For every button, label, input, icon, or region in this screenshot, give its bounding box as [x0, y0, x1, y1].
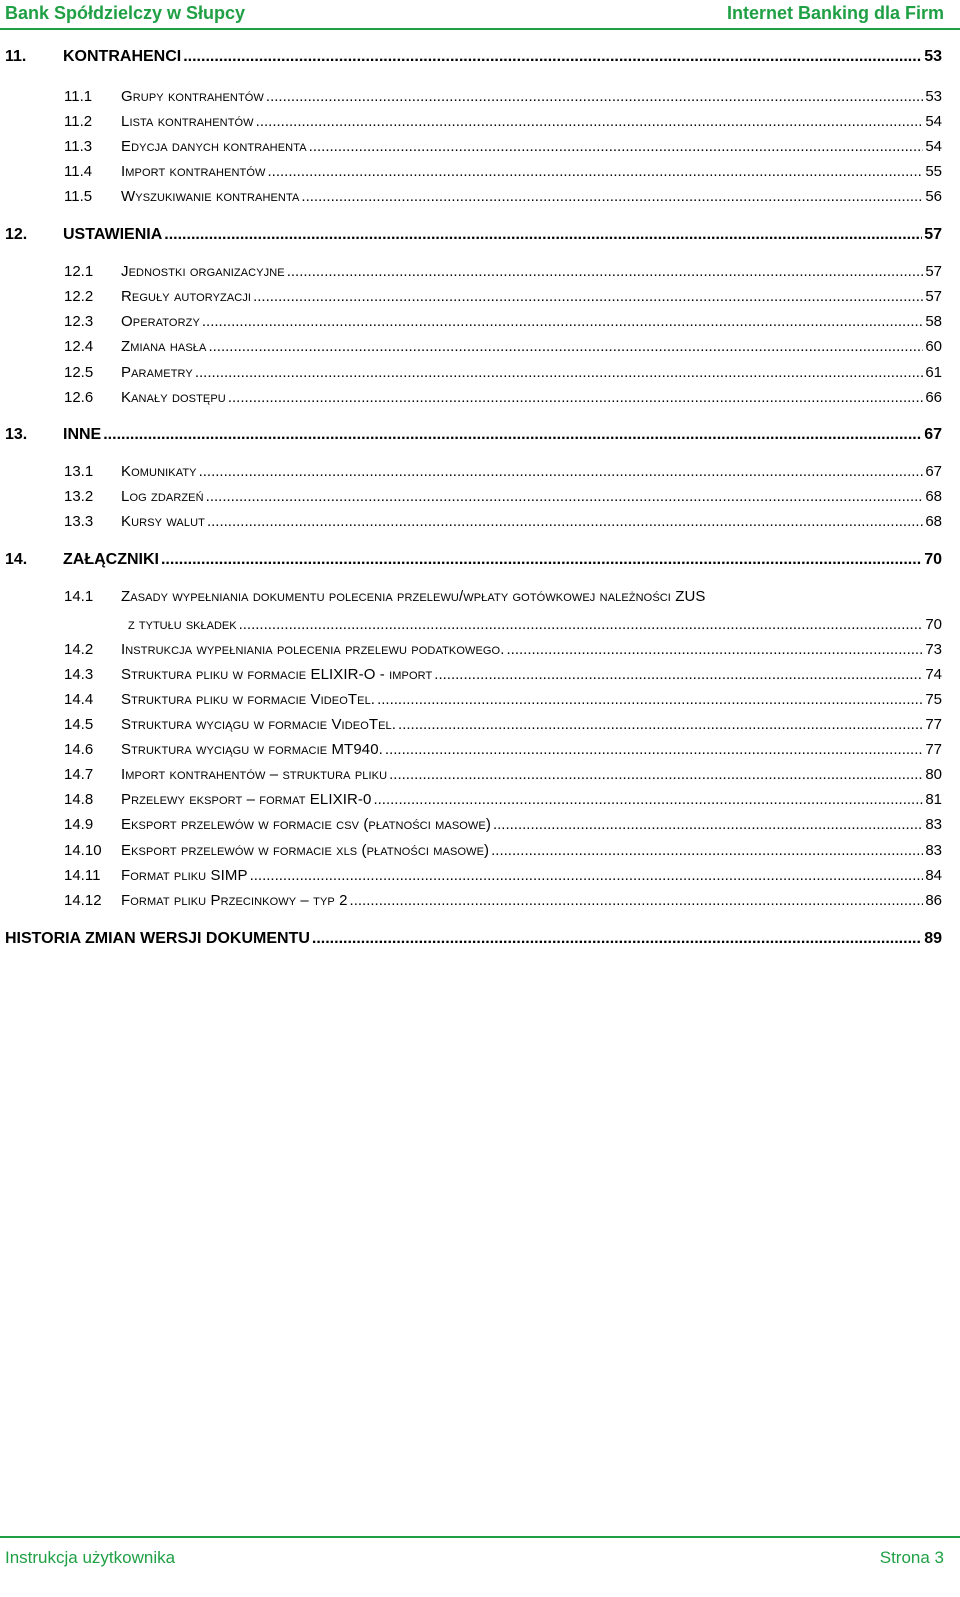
toc-leader-dots	[506, 641, 923, 658]
toc-leader-dots	[228, 389, 923, 406]
toc-entry-page: 75	[925, 691, 942, 708]
toc-entry-number: 12.4	[64, 338, 94, 355]
toc-entry-title: Jednostki organizacyjne	[121, 263, 285, 280]
toc-leader-dots	[373, 791, 923, 808]
toc-entry-page: 60	[925, 338, 942, 355]
toc-leader-dots	[309, 138, 924, 155]
toc-entry[interactable]	[64, 288, 942, 305]
toc-entry-title: Format pliku Przecinkowy – typ 2	[121, 892, 348, 909]
toc-entry[interactable]	[64, 867, 942, 884]
toc-entry-page: 77	[925, 741, 942, 758]
toc-leader-dots	[250, 867, 924, 884]
toc-entry[interactable]	[5, 551, 942, 569]
toc-entry-number: 11.	[5, 48, 27, 65]
toc-entry-title: Parametry	[121, 364, 193, 381]
toc-leader-dots	[164, 226, 922, 244]
toc-entry-page: 73	[925, 641, 942, 658]
toc-entry-page: 54	[925, 138, 942, 155]
toc-entry-page: 54	[925, 113, 942, 130]
toc-entry-title: KONTRAHENCI	[63, 48, 182, 65]
toc-leader-dots	[202, 313, 923, 330]
toc-entry-title: Instrukcja wypełniania polecenia przelewu podatkowego.	[121, 641, 505, 658]
toc-entry-number: 14.9	[64, 816, 94, 833]
toc-entry-page: 53	[924, 48, 942, 65]
toc-entry-number: 12.6	[64, 389, 94, 406]
toc-leader-dots	[103, 426, 922, 444]
toc-entry-title: Struktura pliku w formacie VideoTel.	[121, 691, 376, 708]
toc-entry-title: Kursy walut	[121, 513, 205, 530]
toc-entry-title: HISTORIA ZMIAN WERSJI DOKUMENTU	[5, 930, 310, 947]
toc-entry-title: Struktura wyciągu w formacie VideoTel.	[121, 716, 397, 733]
toc-entry[interactable]	[64, 588, 706, 605]
toc-entry-number: 11.1	[64, 88, 93, 105]
toc-entry-number: 13.2	[64, 488, 94, 505]
toc-entry-title: Import kontrahentów – struktura pliku	[121, 766, 388, 783]
toc-entry-title: Import kontrahentów	[121, 163, 266, 180]
toc-entry-title: INNE	[63, 426, 102, 443]
toc-leader-dots	[195, 364, 923, 381]
header-divider	[0, 28, 960, 30]
toc-entry-title: Przelewy eksport – format ELIXIR-0	[121, 791, 372, 808]
toc-leader-dots	[253, 288, 923, 305]
toc-leader-dots	[256, 113, 924, 130]
toc-leader-dots	[389, 766, 923, 783]
toc-leader-dots	[301, 188, 923, 205]
toc-leader-dots	[434, 666, 923, 683]
toc-entry-page: 55	[925, 163, 942, 180]
toc-entry[interactable]	[5, 930, 942, 948]
toc-entry-page: 68	[925, 488, 942, 505]
toc-entry[interactable]	[64, 691, 942, 708]
toc-entry-number: 14.8	[64, 791, 94, 808]
toc-entry[interactable]	[64, 816, 942, 833]
toc-entry[interactable]	[64, 338, 942, 355]
toc-leader-dots	[398, 716, 923, 733]
toc-entry[interactable]	[64, 666, 942, 683]
toc-entry[interactable]	[64, 766, 942, 783]
toc-entry-number: 14.12	[64, 892, 102, 909]
toc-entry-number: 11.5	[64, 188, 93, 205]
toc-entry-page: 57	[925, 263, 942, 280]
toc-entry[interactable]	[5, 48, 942, 66]
toc-leader-dots	[206, 488, 924, 505]
toc-entry-number: 12.3	[64, 313, 94, 330]
toc-entry-page: 81	[925, 791, 942, 808]
toc-leader-dots	[199, 463, 924, 480]
toc-entry-number: 12.2	[64, 288, 94, 305]
toc-entry-title: Eksport przelewów w formacie csv (płatności masowe)	[121, 816, 491, 833]
footer-page-number: Strona 3	[879, 1548, 944, 1567]
toc-entry-number: 14.2	[64, 641, 94, 658]
toc-entry-number: 14.4	[64, 691, 94, 708]
toc-entry[interactable]	[64, 88, 942, 105]
toc-entry-title: ZAŁĄCZNIKI	[63, 551, 159, 568]
toc-entry-page: 67	[925, 463, 942, 480]
toc-entry[interactable]	[64, 138, 942, 155]
toc-entry-page: 70	[925, 616, 942, 633]
toc-leader-dots	[350, 892, 924, 909]
page-header	[0, 0, 960, 28]
header-product-name: Internet Banking dla Firm	[726, 3, 944, 23]
toc-entry-page: 80	[925, 766, 942, 783]
toc-entry[interactable]	[64, 188, 942, 205]
toc-entry-title: Zasady wypełniania dokumentu polecenia przelewu/wpłaty gotówkowej należności ZUS	[121, 588, 706, 605]
page-footer	[0, 1536, 960, 1566]
toc-entry-title: Format pliku SIMP	[121, 867, 248, 884]
toc-leader-dots	[312, 930, 922, 948]
toc-entry-number: 14.10	[64, 842, 102, 859]
toc-entry-page: 70	[924, 551, 942, 568]
toc-entry-page: 58	[925, 313, 942, 330]
toc-entry-title: Grupy kontrahentów	[121, 88, 264, 105]
toc-entry-number: 12.1	[64, 263, 94, 280]
toc-leader-dots	[491, 842, 923, 859]
toc-entry-page: 61	[925, 364, 942, 381]
toc-entry[interactable]	[5, 226, 942, 244]
toc-entry-page: 57	[925, 288, 942, 305]
toc-entry[interactable]	[64, 113, 942, 130]
toc-entry-number: 11.2	[64, 113, 93, 130]
toc-entry[interactable]	[64, 716, 942, 733]
toc-leader-dots	[183, 48, 922, 66]
toc-entry-page: 68	[925, 513, 942, 530]
toc-entry-number: 12.	[5, 226, 28, 243]
toc-entry-page: 86	[925, 892, 942, 909]
toc-leader-dots	[377, 691, 923, 708]
toc-entry-page: 83	[925, 842, 942, 859]
toc-entry-page: 56	[925, 188, 942, 205]
toc-entry-title: Log zdarzeń	[121, 488, 204, 505]
header-bank-name: Bank Spółdzielczy w Słupcy	[5, 3, 246, 23]
toc-entry-number: 14.1	[64, 588, 94, 605]
toc-entry-page: 66	[925, 389, 942, 406]
toc-entry-number: 14.6	[64, 741, 94, 758]
toc-entry-number: 14.5	[64, 716, 94, 733]
toc-entry-number: 12.5	[64, 364, 94, 381]
toc-entry-title: Operatorzy	[121, 313, 200, 330]
toc-entry-title: Eksport przelewów w formacie xls (płatności masowe)	[121, 842, 490, 859]
toc-entry-number: 11.4	[64, 163, 93, 180]
toc-entry[interactable]	[64, 641, 942, 658]
toc-entry[interactable]	[64, 364, 942, 381]
toc-entry-title: Lista kontrahentów	[121, 113, 254, 130]
toc-entry[interactable]	[64, 741, 942, 758]
toc-entry-page: 83	[925, 816, 942, 833]
toc-leader-dots	[385, 741, 923, 758]
toc-leader-dots	[208, 338, 923, 355]
toc-entry-title: Kanały dostępu	[121, 389, 226, 406]
toc-entry-number: 14.7	[64, 766, 94, 783]
toc-entry-page: 84	[925, 867, 942, 884]
toc-entry[interactable]	[64, 842, 942, 859]
toc-entry-continuation[interactable]	[128, 616, 942, 633]
toc-entry-page: 67	[924, 426, 942, 443]
toc-entry[interactable]	[64, 892, 942, 909]
toc-leader-dots	[239, 616, 924, 633]
toc-entry-title: Zmiana hasła	[121, 338, 207, 355]
toc-entry[interactable]	[5, 426, 942, 444]
toc-leader-dots	[266, 88, 923, 105]
toc-entry-page: 77	[925, 716, 942, 733]
toc-entry-number: 13.3	[64, 513, 94, 530]
toc-entry-page: 74	[925, 666, 942, 683]
toc-entry-title: USTAWIENIA	[63, 226, 163, 243]
toc-entry-number: 14.	[5, 551, 28, 568]
toc-entry-number: 13.1	[64, 463, 94, 480]
toc-leader-dots	[267, 163, 923, 180]
toc-entry-title-continuation: z tytułu składek	[128, 616, 237, 633]
toc-entry-title: Reguły autoryzacji	[121, 288, 252, 305]
toc-entry-title: Edycja danych kontrahenta	[121, 138, 307, 155]
toc-entry-title: Wyszukiwanie kontrahenta	[121, 188, 300, 205]
footer-doc-name: Instrukcja użytkownika	[5, 1548, 176, 1567]
toc-entry-number: 11.3	[64, 138, 93, 155]
toc-leader-dots	[493, 816, 923, 833]
toc-entry-page: 57	[924, 226, 942, 243]
toc-entry-title: Struktura wyciągu w formacie MT940.	[121, 741, 383, 758]
toc-leader-dots	[287, 263, 924, 280]
toc-leader-dots	[207, 513, 923, 530]
toc-entry[interactable]	[64, 463, 942, 480]
toc-entry[interactable]	[64, 163, 942, 180]
toc-entry-number: 14.3	[64, 666, 94, 683]
toc-entry-title: Struktura pliku w formacie ELIXIR-O - import	[121, 666, 433, 683]
toc-entry[interactable]	[64, 488, 942, 505]
toc-entry[interactable]	[64, 513, 942, 530]
toc-entry[interactable]	[64, 263, 942, 280]
toc-entry-title: Komunikaty	[121, 463, 197, 480]
toc-entry-number: 13.	[5, 426, 28, 443]
toc-entry-number: 14.11	[64, 867, 101, 884]
toc-entry-page: 89	[924, 930, 942, 947]
toc-entry[interactable]	[64, 791, 942, 808]
toc-leader-dots	[161, 551, 922, 569]
toc-entry[interactable]	[64, 313, 942, 330]
toc-entry-page: 53	[925, 88, 942, 105]
footer-divider	[0, 1536, 960, 1538]
toc-entry[interactable]	[64, 389, 942, 406]
